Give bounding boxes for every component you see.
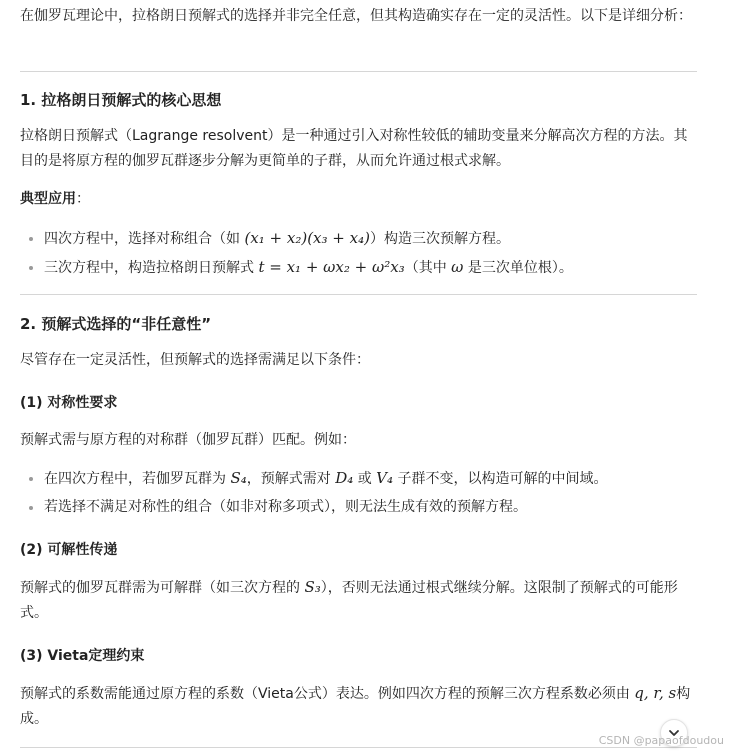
list-item-text: 四次方程中，选择对称组合（如 xyxy=(44,231,245,247)
symmetry-list xyxy=(20,466,697,524)
section2-heading: 2. 预解式选择的“非任意性” xyxy=(20,315,212,333)
bullet-icon xyxy=(29,266,33,270)
math-expression: D₄ xyxy=(335,469,354,487)
list-item-text: 是三次单位根）。 xyxy=(463,260,573,276)
bullet-icon xyxy=(29,237,33,241)
sub3-paragraph xyxy=(20,681,697,732)
sub1-paragraph: 预解式需与原方程的对称群（伽罗瓦群）匹配。例如： xyxy=(20,432,356,448)
list-item-text: ）构造三次预解方程。 xyxy=(369,231,510,247)
paragraph-text: 预解式的系数需能通过原方程的系数（Vieta公式）表达。例如四次方程的预解三次方程系数必须由 xyxy=(20,686,635,702)
section2-intro: 尽管存在一定灵活性，但预解式的选择需满足以下条件： xyxy=(20,352,370,368)
applications-label xyxy=(20,187,697,212)
list-item-text: 三次方程中，构造拉格朗日预解式 xyxy=(44,260,259,276)
math-expression: S₃ xyxy=(304,578,321,596)
list-item xyxy=(20,495,697,524)
list-item xyxy=(20,255,697,284)
list-item-text: 在四次方程中，若伽罗瓦群为 xyxy=(44,471,231,487)
list-item-text: （其中 xyxy=(404,260,452,276)
section1-paragraph: 拉格朗日预解式（Lagrange resolvent）是一种通过引入对称性较低的辅助变量来分解高次方程的方法。其目的是将原方程的伽罗瓦群逐步分解为更简单的子群，从而允许通过根式求解。 xyxy=(20,128,688,169)
divider xyxy=(20,747,697,748)
sub2-heading: (2) 可解性传递 xyxy=(20,542,118,558)
sub2-paragraph xyxy=(20,575,697,626)
paragraph-text: ），否则无法通过根式继续分解。这限制了预解式的可能形式。 xyxy=(20,580,678,621)
paragraph-text: 预解式的伽罗瓦群需为可解群（如三次方程的 xyxy=(20,580,305,596)
divider xyxy=(20,71,697,72)
intro-paragraph: 在伽罗瓦理论中，拉格朗日预解式的选择并非完全任意，但其构造确实存在一定的灵活性。以下是详细分析： xyxy=(20,8,692,24)
applications-label-text: 典型应用 xyxy=(20,191,76,207)
math-expression: ω xyxy=(451,258,464,276)
sub3-heading: (3) Vieta定理约束 xyxy=(20,648,145,664)
sub1-heading: (1) 对称性要求 xyxy=(20,395,118,411)
math-expression: q, r, s xyxy=(634,684,677,702)
math-expression: V₄ xyxy=(376,469,394,487)
list-item-text: 子群不变，以构造可解的中间域。 xyxy=(393,471,608,487)
section1-heading: 1. 拉格朗日预解式的核心思想 xyxy=(20,91,222,109)
applications-colon: ： xyxy=(76,191,90,207)
bullet-icon xyxy=(29,506,33,510)
list-item-text: 若选择不满足对称性的组合（如非对称多项式），则无法生成有效的预解方程。 xyxy=(44,499,527,515)
bullet-icon xyxy=(29,477,33,481)
watermark: CSDN @papaofdoudou xyxy=(598,734,724,747)
list-item-text: 或 xyxy=(353,471,377,487)
math-expression: S₄ xyxy=(230,469,247,487)
list-item xyxy=(20,226,697,255)
divider xyxy=(20,294,697,295)
list-item-text: ，预解式需对 xyxy=(246,471,336,487)
list-item xyxy=(20,466,697,495)
applications-list xyxy=(20,226,697,284)
math-expression: t = x₁ + ωx₂ + ω²x₃ xyxy=(258,258,405,276)
math-expression: (x₁ + x₂)(x₃ + x₄) xyxy=(244,229,370,247)
paragraph-text: 构成。 xyxy=(20,686,691,727)
